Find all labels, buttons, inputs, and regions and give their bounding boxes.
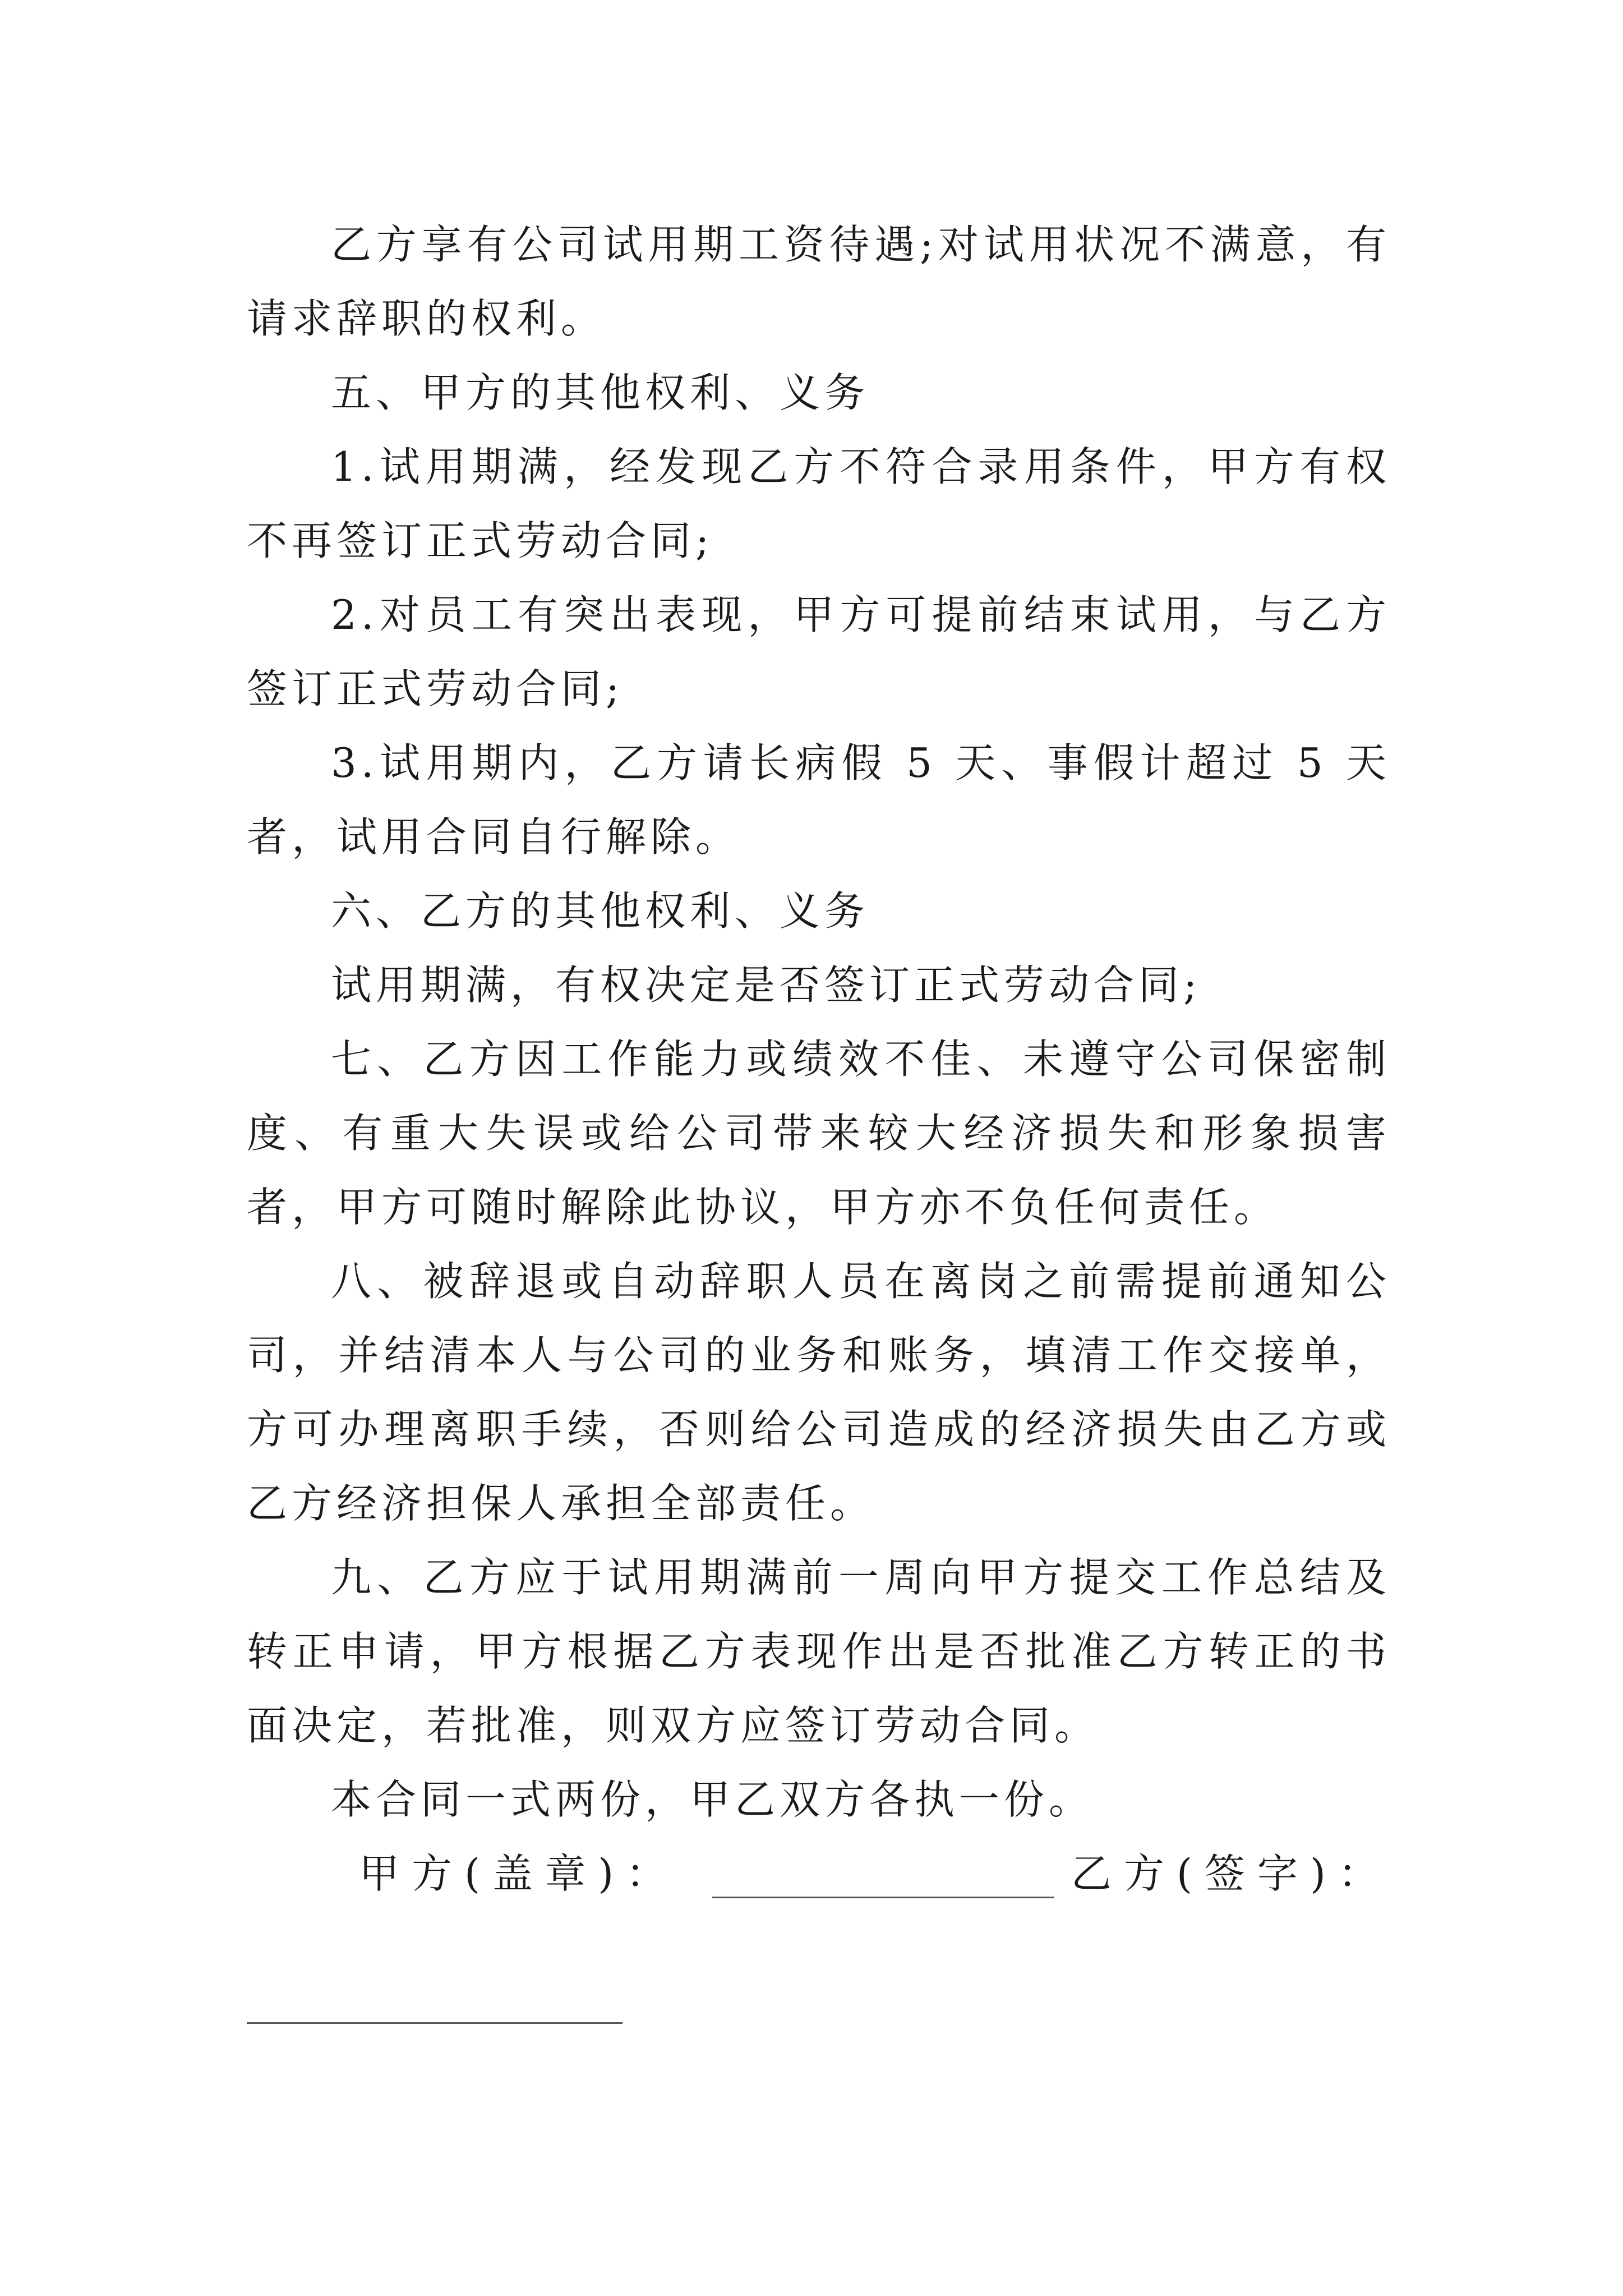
party-b-signature-label: 乙方(签字)：: [1071, 1850, 1391, 1897]
clause-a-3: 3.试用期内，乙方请长病假 5 天、事假计超过 5 天者，试用合同自行解除。: [247, 739, 1391, 861]
heading-party-b-rights: 六、乙方的其他权利、义务: [331, 887, 870, 935]
clause-b-1: 试用期满，有权决定是否签订正式劳动合同;: [331, 961, 1202, 1009]
signature-row: [247, 1837, 1391, 1911]
document-page: [247, 208, 1391, 1911]
clause-a-2: 2.对员工有突出表现，甲方可提前结束试用，与乙方签订正式劳动合同;: [247, 591, 1391, 712]
clause-eight: 八、被辞退或自动辞职人员在离岗之前需提前通知公司，并结清本人与公司的业务和账务，填清工作交接单，方可办理离职手续，否则给公司造成的经济损失由乙方或乙方经济担保人承担全部责任。: [247, 1258, 1391, 1527]
party-a-signature-line: [712, 1897, 1054, 1898]
copies-statement: 本合同一式两份，甲乙双方各执一份。: [331, 1776, 1094, 1823]
paragraph-trial-treatment: 乙方享有公司试用期工资待遇;对试用状况不满意，有请求辞职的权利。: [247, 221, 1391, 342]
party-b-signature-line: [247, 2022, 623, 2024]
heading-party-a-rights: 五、甲方的其他权利、义务: [331, 369, 870, 416]
party-a-signature-label: 甲方(盖章)：: [359, 1850, 679, 1897]
clause-nine: 九、乙方应于试用期满前一周向甲方提交工作总结及转正申请，甲方根据乙方表现作出是否批准乙方转正的书面决定，若批准，则双方应签订劳动合同。: [247, 1554, 1391, 1749]
clause-seven: 七、乙方因工作能力或绩效不佳、未遵守公司保密制度、有重大失误或给公司带来较大经济损失和形象损害者，甲方可随时解除此协议，甲方亦不负任何责任。: [247, 1036, 1391, 1231]
clause-a-1: 1.试用期满，经发现乙方不符合录用条件，甲方有权不再签订正式劳动合同;: [247, 443, 1391, 564]
